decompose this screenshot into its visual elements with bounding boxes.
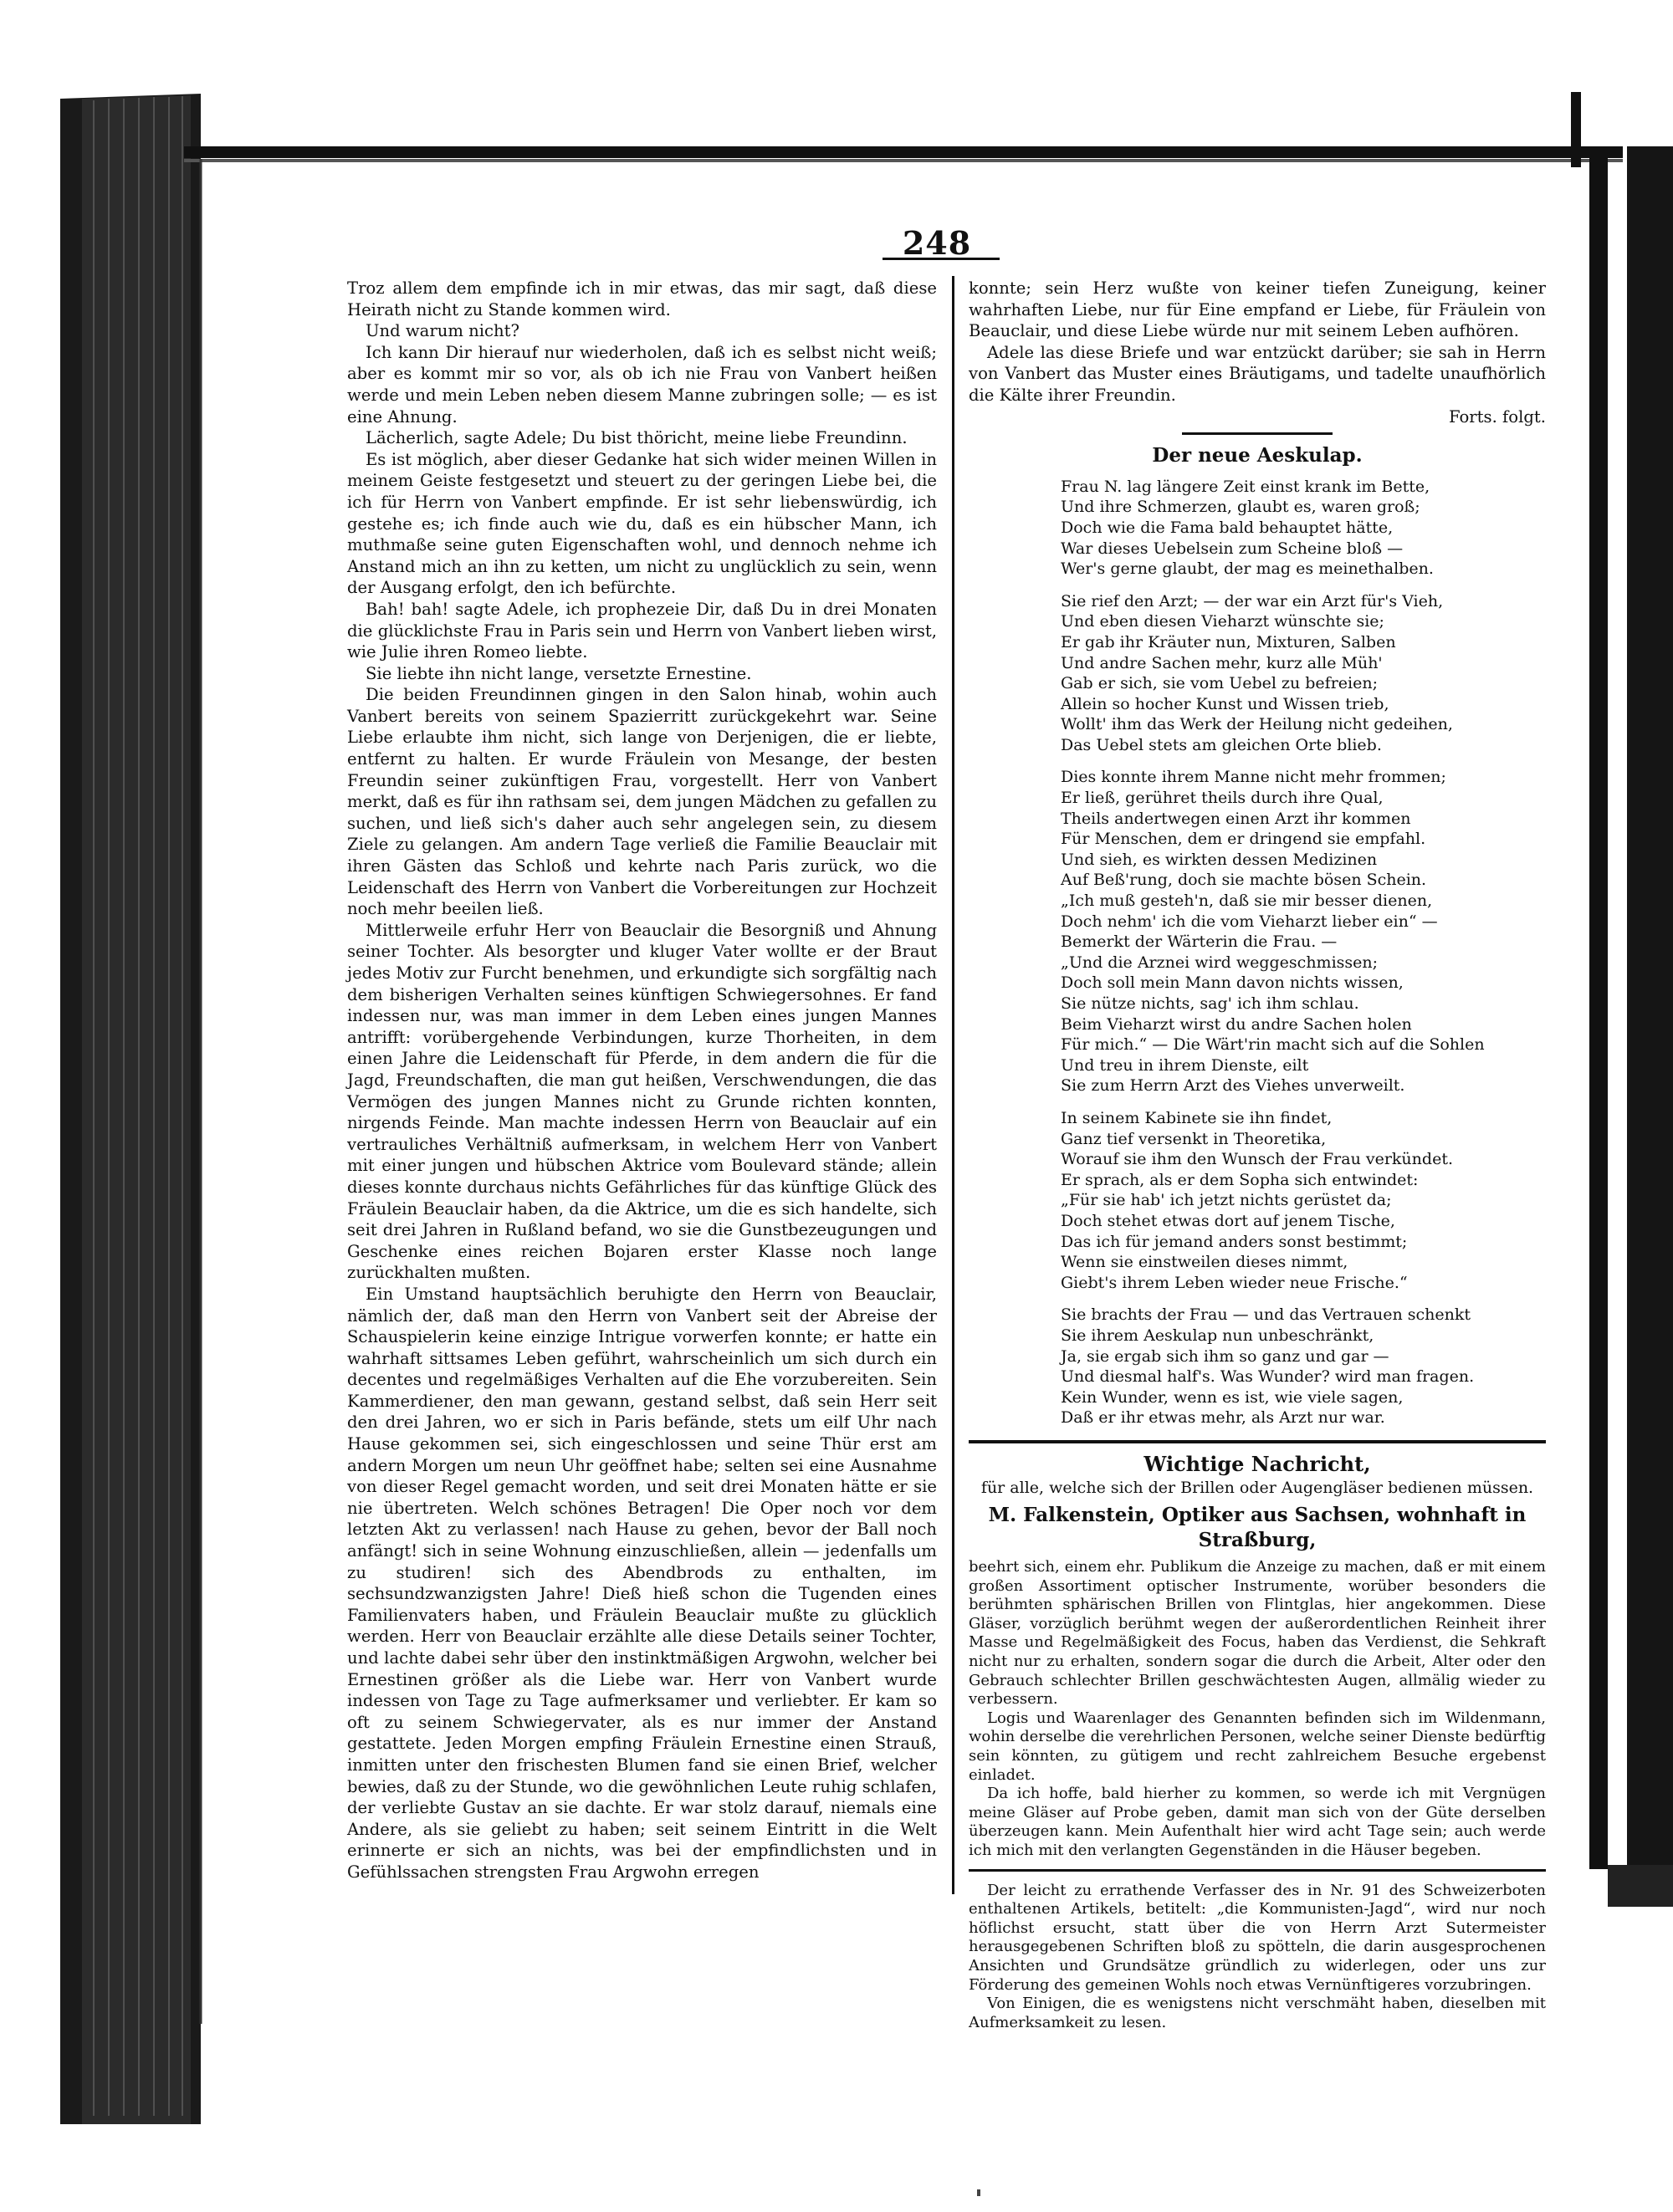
poem-line: Doch nehm' ich die vom Vieharzt lieber ein“ — [1061, 912, 1438, 931]
poem-line: Und andre Sachen mehr, kurz alle Müh' [1061, 653, 1383, 672]
section-rule [1182, 432, 1333, 435]
paragraph: Die beiden Freundinnen gingen in den Salon hinab, wohin auch Vanbert bereits von seinem Spazierritt zurückgekehrt war. Seine Liebe erlaubte ihm nicht, sich lange von Derjenigen, die er liebte, entfernt zu halten. Er wurde Fräulein von Mesange, der besten Freundin seiner zukünftigen Frau, vorgestellt. Herr von Vanbert merkt, daß es für ihn rathsam sei, dem jungen Mädchen zu gefallen zu suchen, und ließ sich's daher auch sehr angelegen sein, zu diesem Ziele zu gelangen. Am andern Tage verließ die Familie Beauclair mit ihren Gästen das Schloß und kehrte nach Paris zurück, wo die Leidenschaft des Herrn von Vanbert die Vorbereitungen zur Hochzeit noch mehr beeilen ließ. [347, 685, 937, 919]
ad-title: Wichtige Nachricht, [1143, 1451, 1371, 1476]
poem-line: Frau N. lag längere Zeit einst krank im Bette, [1061, 477, 1430, 496]
poem-line: Sie zum Herrn Arzt des Viehes unverweilt. [1061, 1076, 1405, 1096]
poem-line: Wenn sie einstweilen dieses nimmt, [1061, 1253, 1348, 1272]
poem-line: Sie rief den Arzt; — der war ein Arzt für's Vieh, [1061, 591, 1444, 610]
poem-line: Er gab ihr Kräuter nun, Mixturen, Salben [1061, 632, 1396, 651]
poem-line: In seinem Kabinete sie ihn findet, [1061, 1108, 1333, 1127]
poem-stanza [1061, 477, 1546, 580]
poem-line: Dies konnte ihrem Manne nicht mehr frommen; [1061, 768, 1446, 787]
poem-stanza [1061, 591, 1546, 756]
poem-stanza [1061, 1305, 1546, 1428]
poem-line: „Ich muß gesteh'n, daß sie mir besser dienen, [1061, 891, 1433, 911]
poem-line: Das ich für jemand anders sonst bestimmt; [1061, 1232, 1408, 1251]
poem-stanza [1061, 767, 1546, 1096]
paragraph: Und warum nicht? [366, 321, 520, 341]
ad-name: M. Falkenstein, Optiker aus Sachsen, wohnhaft in Straßburg, [988, 1504, 1527, 1552]
poem-line: Wer's gerne glaubt, der mag es meinethalben. [1061, 559, 1434, 579]
paragraph: Ein Umstand hauptsächlich beruhigte den Herrn von Beauclair, nämlich der, daß man den Herrn von Vanbert seit der Abreise der Schauspielerin keine einzige Intrigue vorwerfen konnte; er hatte ein wahrhaft sittsames Leben geführt, wahrscheinlich um sich durch ein decentes und regelmäßiges Verhalten auf die Ehe vorzubereiten. Sein Kammerdiener, den man gewann, gestand selbst, daß sein Herr seit den drei Jahren, wo er sich in Paris befände, stets um eilf Uhr nach Hause gekommen sei, sich eingeschlossen und seine Thür erst am andern Morgen um neun Uhr geöffnet habe; selten sei eine Ausnahme von dieser Regel gemacht worden, und seit drei Monaten hätte er sie nie übertreten. Welch schönes Betragen! Die Oper noch vor dem letzten Akt zu verlassen! nach Hause zu gehen, bevor der Ball noch anfängt! sich in seine Wohnung einzuschließen, allein — jedenfalls um zu studiren! sich des Abendbrods zu enthalten, im sechsundzwanzigsten Jahre! Dieß hieß schon die Tugenden eines Familienvaters haben, und Fräulein Beauclair mußte zu glücklich werden. Herr von Beauclair erzählte alle diese Details seiner Tochter, und lachte dabei sehr über den instinktmäßigen Argwohn, welcher bei Ernestinen größer als die Liebe war. Herr von Vanbert wurde indessen von Tage zu Tage aufmerksamer und verliebter. Er kam so oft zu seinem Schwiegervater, als es nur immer der Anstand gestattete. Jeden Morgen empfing Fräulein Ernestine einen Strauß, inmitten unter den frischesten Blumen fand sie einen Brief, welcher bewies, daß zu der Stunde, wo die gewöhnlichen Leute ruhig schlafen, der verliebte Gustav an sie dachte. Er war stolz darauf, niemals eine Andere, als sie geliebt zu haben; seit seinem Eintritt in die Welt erinnerte er sich an nichts, was bei der empfindlichsten und in Gefühlssachen strengsten Frau Argwohn erregen [347, 1284, 937, 1882]
poem-line: „Für sie hab' ich jetzt nichts gerüstet da; [1061, 1191, 1392, 1210]
column-divider [952, 276, 954, 1894]
paragraph: Sie liebte ihn nicht lange, versetzte Ernestine. [366, 663, 752, 683]
poem-line: Doch stehet etwas dort auf jenem Tische, [1061, 1211, 1395, 1230]
ad-subtitle: für alle, welche sich der Brillen oder Augengläser bedienen müssen. [980, 1479, 1534, 1498]
poem-line: Gab er sich, sie vom Uebel zu befreien; [1061, 674, 1378, 693]
poem-line: Für Menschen, dem er dringend sie empfahl. [1061, 830, 1426, 849]
section-rule [969, 1869, 1546, 1872]
section-rule [969, 1440, 1546, 1443]
poem-line: War dieses Uebelsein zum Scheine bloß — [1061, 539, 1404, 558]
paragraph: Ich kann Dir hierauf nur wiederholen, daß ich es selbst nicht weiß; aber es kommt mir so vor, als ob ich nie Frau von Vanbert heißen werde und mein Leben neben diesem Manne zubringen solle; — es ist eine Ahnung. [347, 342, 937, 427]
continued-note: Forts. folgt. [1448, 406, 1546, 427]
page-number: 248 [902, 224, 972, 262]
poem-line: Beim Vieharzt wirst du andre Sachen holen [1061, 1014, 1412, 1034]
poem-line: Und sieh, es wirkten dessen Medizinen [1061, 850, 1378, 869]
ad-paragraph: Logis und Waarenlager des Genannten befinden sich im Wildenmann, wohin derselbe die verehrlichen Personen, welche seiner Dienste bedürftig sein könnten, zu gütigem und recht zahlreichem Besuche ergebenst einladet. [969, 1709, 1546, 1784]
poem-line: Giebt's ihrem Leben wieder neue Frische.“ [1061, 1273, 1408, 1292]
poem-line: Und diesmal half's. Was Wunder? wird man fragen. [1061, 1367, 1475, 1387]
poem-line: Kein Wunder, wenn es ist, wie viele sagen, [1061, 1387, 1404, 1407]
poem-line: Doch wie die Fama bald behauptet hätte, [1061, 518, 1394, 537]
paragraph: Es ist möglich, aber dieser Gedanke hat sich wider meinen Willen in meinem Geiste festgesetzt und steuert zu der geringen Liebe bei, die ich für Herrn von Vanbert empfinde. Er ist sehr liebenswürdig, ich gestehe es; ich finde auch wie du, daß es ein hübscher Mann, ich muthmaße seine guten Eigenschaften wohl, und dennoch nehme ich Anstand mich an ihn zu ketten, um nicht zu unglücklich zu sein, wenn der Ausgang erfolgt, den ich befürchte. [347, 449, 937, 598]
poem-line: Bemerkt der Wärterin die Frau. — [1061, 932, 1338, 952]
poem-line: Allein so hocher Kunst und Wissen trieb, [1061, 694, 1389, 713]
poem-line: Ja, sie ergab sich ihm so ganz und gar — [1061, 1346, 1389, 1366]
poem [969, 477, 1546, 1428]
notice-signature: Von Einigen, die es wenigstens nicht verschmäht haben, dieselben mit Aufmerksamkeit zu lesen. [969, 1995, 1546, 2031]
paragraph: Adele las diese Briefe und war entzückt darüber; sie sah in Herrn von Vanbert das Muster eines Bräutigams, und tadelte unaufhörlich die Kälte ihrer Freundin. [969, 342, 1546, 405]
paragraph: Bah! bah! sagte Adele, ich prophezeie Dir, daß Du in drei Monaten die glücklichste Frau in Paris sein und Herrn von Vanbert lieben wirst, wie Julie ihren Romeo liebte. [347, 599, 937, 662]
right-column [969, 278, 1546, 2032]
page-number-rule [883, 258, 1000, 260]
ad-paragraph: beehrt sich, einem ehr. Publikum die Anzeige zu machen, daß er mit einem großen Assortiment optischer Instrumente, worüber besonders die berühmten sphärischen Brillen von Flintglas, hier angekommen. Diese Gläser, vorzüglich berühmt wegen der außerordentlichen Reinheit ihrer Masse und Regelmäßigkeit des Focus, haben das Verdienst, die Sehkraft nicht nur zu erhalten, sondern sogar die durch die Arbeit, Alter oder den Gebrauch schlechter Brillen geschwächtesten Augen, allmälig wieder zu verbessern. [969, 1558, 1546, 1709]
poem-line: Daß er ihr etwas mehr, als Arzt nur war. [1061, 1408, 1385, 1428]
poem-line: Wollt' ihm das Werk der Heilung nicht gedeihen, [1061, 715, 1453, 734]
paragraph: Lächerlich, sagte Adele; Du bist thöricht, meine liebe Freundinn. [366, 428, 908, 448]
poem-line: Und treu in ihrem Dienste, eilt [1061, 1055, 1309, 1075]
paragraph: Mittlerweile erfuhr Herr von Beauclair die Besorgniß und Ahnung seiner Tochter. Als besorgter und kluger Vater wollte er der Braut jedes Motiv zur Furcht benehmen, und erkundigte sich sorgfältig nach dem bisherigen Verhalten seines künftigen Schwiegersohnes. Er fand indessen nur, was man immer in dem Leben eines jungen Mannes antrifft: vorübergehende Verbindungen, kurze Thorheiten, in dem einen Jahre die Leidenschaft für Pferde, in dem andern die für die Jagd, Freundschaften, die man gut heißen, Verschwendungen, die das Vermögen des jungen Mannes nicht zu Grunde richten konnten, nirgends Feinde. Man machte indessen Herrn von Beauclair auf ein vertrauliches Verhältniß aufmerksam, in welchem Herr von Vanbert mit einer jungen und hübschen Aktrice vom Boulevard stände; allein dieses konnte durchaus nichts Gefährliches für das künftige Glück des Fräulein Beauclair haben, da die Aktrice, um die es sich handelte, sich seit drei Jahren in Rußland befand, wo sie die Gunstbezeugungen und Geschenke eines reichen Bojaren erster Klasse noch lange zurückhalten mußten. [347, 920, 937, 1283]
paragraph: konnte; sein Herz wußte von keiner tiefen Zuneigung, keiner wahrhaften Liebe, nur für Eine empfand er Liebe, für Fräulein von Beauclair, und diese Liebe würde nur mit seinem Leben aufhören. [969, 278, 1546, 341]
poem-line: Auf Beß'rung, doch sie machte bösen Schein. [1061, 871, 1427, 890]
poem-line: Sie ihrem Aeskulap nun unbeschränkt, [1061, 1326, 1374, 1345]
poem-line: Er ließ, gerühret theils durch ihre Qual, [1061, 789, 1384, 808]
poem-line: Er sprach, als er dem Sopha sich entwindet: [1061, 1170, 1419, 1189]
paragraph: Troz allem dem empfinde ich in mir etwas, das mir sagt, daß diese Heirath nicht zu Stande kommen wird. [347, 278, 937, 319]
ad-paragraph: Da ich hoffe, bald hierher zu kommen, so werde ich mit Vergnügen meine Gläser auf Probe geben, damit man sich von der Güte derselben überzeugen kann. Mein Aufenthalt hier wird acht Tage sein; auch werde ich mich mit den verlangten Gegenständen in die Häuser begeben. [969, 1785, 1546, 1859]
poem-line: Theils andertwegen einen Arzt ihr kommen [1061, 809, 1411, 828]
poem-line: Das Uebel stets am gleichen Orte blieb. [1061, 735, 1382, 754]
poem-line: Doch soll mein Mann davon nichts wissen, [1061, 973, 1404, 993]
poem-line: Für mich.“ — Die Wärt'rin macht sich auf die Sohlen [1061, 1035, 1485, 1055]
poem-line: Und ihre Schmerzen, glaubt es, waren groß; [1061, 498, 1420, 517]
poem-line: Ganz tief versenkt in Theoretika, [1061, 1129, 1327, 1148]
poem-line: Und eben diesen Vieharzt wünschte sie; [1061, 612, 1384, 631]
notice-paragraph: Der leicht zu errathende Verfasser des in Nr. 91 des Schweizerboten enthaltenen Artikels, betitelt: „die Kommunisten-Jagd“, wird nur noch höflichst ersucht, statt über die von Herrn Arzt Sutermeister herausgegebenen Schriften bloß zu spötteln, die darin ausgesprochenen Ansichten und Grundsätze gründlich zu widerlegen, oder uns zur Förderung des gemeinen Wohls noch etwas Vernünftigeres vorzubringen. [969, 1881, 1546, 1994]
poem-line: „Und die Arznei wird weggeschmissen; [1061, 953, 1379, 972]
poem-stanza [1061, 1108, 1546, 1293]
left-column [347, 278, 937, 1883]
poem-line: Sie nütze nichts, sag' ich ihm schlau. [1061, 994, 1359, 1013]
poem-line: Sie brachts der Frau — und das Vertrauen schenkt [1061, 1305, 1471, 1325]
poem-line: Worauf sie ihm den Wunsch der Frau verkündet. [1061, 1150, 1453, 1169]
poem-title: Der neue Aeskulap. [1152, 444, 1363, 467]
